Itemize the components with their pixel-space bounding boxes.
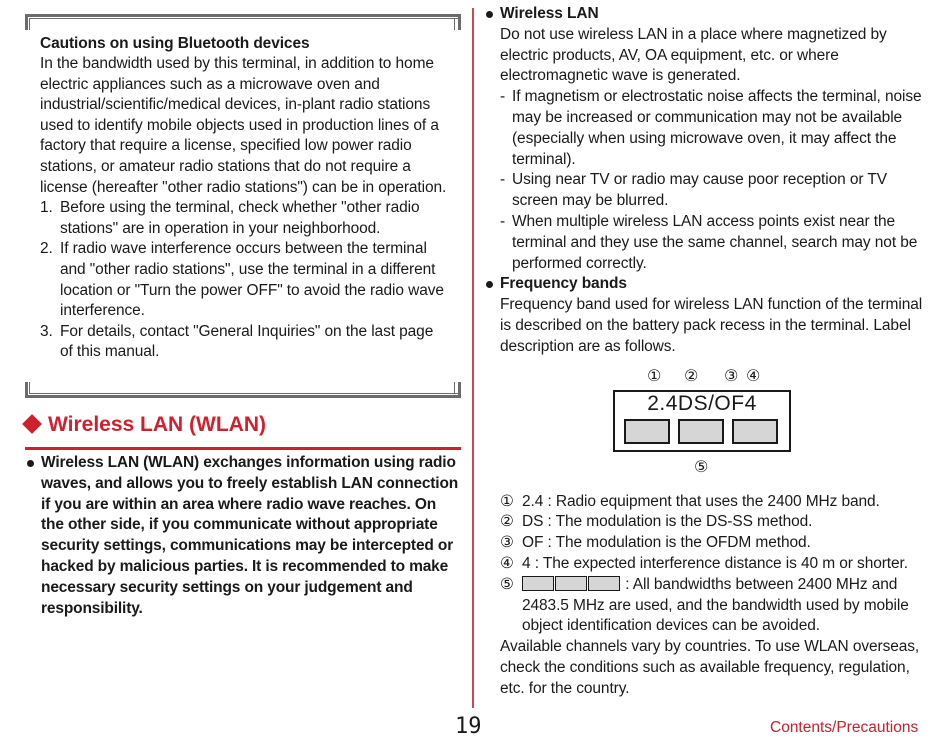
box-corner-bottom-right-inner	[454, 382, 455, 394]
caution-list	[40, 198, 450, 363]
wlan-intro-text: Wireless LAN (WLAN) exchanges information using radio waves, and allows you to freely establish LAN connection if you are within an area where radio wave reaches. On the other side, if you communicate without appropriate security settings, communications may be intercepted or hacked by malicious parties. It is recommended to make necessary security settings on your judgement and responsibility.	[41, 454, 459, 617]
description-row	[500, 554, 924, 575]
box-corner-bottom-left	[25, 382, 28, 398]
wlan-paragraph: Do not use wireless LAN in a place where magnetized by electric products, AV, OA equipment, etc. or where electromagnetic wave is generated.	[500, 25, 887, 85]
caution-box	[25, 14, 461, 398]
dash-marker: -	[500, 171, 506, 189]
column-divider	[472, 8, 474, 708]
description-text: DS : The modulation is the DS-SS method.	[522, 513, 813, 531]
section-heading	[25, 411, 461, 450]
band-cell-icon	[588, 576, 620, 591]
right-column	[484, 4, 924, 700]
list-text: If magnetism or electrostatic noise affects the terminal, noise may be increased or communication may not be available (especially when using microwave oven, it may affect the terminal).	[512, 88, 922, 168]
figure-callout-4: ④	[746, 367, 761, 385]
wlan-heading	[484, 4, 924, 25]
wlan-item-3	[500, 212, 924, 274]
label-figure	[484, 358, 924, 492]
band-cell-icon	[555, 576, 587, 591]
label-code: 2.4DS/OF4	[647, 391, 757, 415]
freq-heading	[484, 274, 924, 295]
figure-callout-5: ⑤	[694, 458, 709, 476]
box-corner-bottom-right	[458, 382, 461, 398]
circled-number: ②	[500, 513, 514, 531]
list-text: If radio wave interference occurs between the terminal and "other radio stations", use the terminal in a different location or "Turn the power OFF" to avoid the radio wave interference.	[60, 240, 444, 320]
bullet-icon	[27, 460, 34, 467]
box-corner-top-right	[458, 14, 461, 30]
box-border-bottom	[25, 395, 461, 398]
list-text: When multiple wireless LAN access points exist near the terminal and they use the same channel, search may not be performed correctly.	[512, 212, 918, 272]
description-text: OF : The modulation is the OFDM method.	[522, 534, 811, 552]
description-row	[500, 512, 924, 533]
wlan-item-1	[500, 87, 924, 170]
wlan-item-2	[500, 170, 924, 212]
box-corner-bottom-left-inner	[29, 382, 30, 394]
caution-item-1	[40, 198, 450, 239]
description-text: : All bandwidths between 2400 MHz and 2483.5 MHz are used, and the bandwidth used by mobile object identification devices can be avoided.	[522, 575, 909, 635]
list-text: For details, contact "General Inquiries" on the last page of this manual.	[60, 322, 434, 361]
list-number: 2.	[40, 240, 53, 258]
closing-paragraph: Available channels vary by countries. To use WLAN overseas, check the conditions such as available frequency, regulation, etc. for the country.	[500, 638, 920, 697]
circled-number: ③	[500, 534, 514, 552]
band-cell	[732, 419, 778, 444]
heading-text: Frequency bands	[500, 275, 627, 293]
box-border-bottom-inner	[29, 393, 461, 394]
description-text: 4 : The expected interference distance is 40 m or shorter.	[522, 554, 908, 572]
band-cell	[678, 419, 724, 444]
caution-title: Cautions on using Bluetooth devices	[40, 35, 310, 52]
bullet-icon	[486, 281, 493, 288]
wlan-list	[484, 87, 924, 274]
frequency-label	[613, 390, 791, 452]
box-corner-top-right-inner	[454, 18, 455, 30]
label-descriptions	[484, 492, 924, 638]
circled-number: ①	[500, 492, 514, 510]
page-number: 19	[455, 714, 482, 739]
figure-callout-2: ②	[684, 367, 699, 385]
bullet-item	[25, 453, 461, 619]
caution-intro: In the bandwidth used by this terminal, in addition to home electric appliances such as a microwave oven and industrial/scientific/medical devices, in-plant radio stations used to identify mobile objects used in production lines of a factory that require a license, specified low power radio stations, or amateur radio stations that do not require a license (hereafter "other radio stations") can be in operation.	[40, 55, 447, 196]
bullet-icon	[486, 11, 493, 18]
description-row	[500, 533, 924, 554]
box-border-top	[25, 14, 461, 17]
band-cell-icon	[522, 576, 554, 591]
list-number: 1.	[40, 199, 53, 217]
box-corner-top-left-inner	[29, 18, 30, 30]
wlan-intro	[25, 453, 461, 619]
list-text: Using near TV or radio may cause poor reception or TV screen may be blurred.	[512, 171, 887, 210]
band-cell	[624, 419, 670, 444]
dash-marker: -	[500, 212, 506, 230]
list-text: Before using the terminal, check whether "other radio stations" are in operation in your neighborhood.	[60, 199, 420, 237]
freq-paragraph: Frequency band used for wireless LAN function of the terminal is described on the battery pack recess in the terminal. Label description are as follows.	[500, 296, 923, 355]
figure-callout-3: ③	[724, 367, 739, 385]
circled-number: ⑤	[500, 575, 514, 593]
description-row	[500, 492, 924, 513]
heading-text: Wireless LAN	[500, 5, 599, 22]
figure-callout-1: ①	[647, 367, 662, 385]
description-row	[500, 575, 924, 637]
box-corner-top-left	[25, 14, 28, 30]
circled-number: ④	[500, 554, 514, 572]
caution-item-3	[40, 322, 450, 363]
caution-item-2	[40, 239, 450, 321]
list-number: 3.	[40, 322, 53, 340]
contents-precautions-link[interactable]: Contents/Precautions	[770, 719, 919, 736]
caution-body	[40, 54, 450, 363]
description-text: 2.4 : Radio equipment that uses the 2400 MHz band.	[522, 492, 880, 510]
dash-marker: -	[500, 88, 506, 106]
box-border-top-inner	[29, 18, 461, 19]
section-title: Wireless LAN (WLAN)	[48, 413, 266, 436]
diamond-icon	[22, 414, 42, 434]
